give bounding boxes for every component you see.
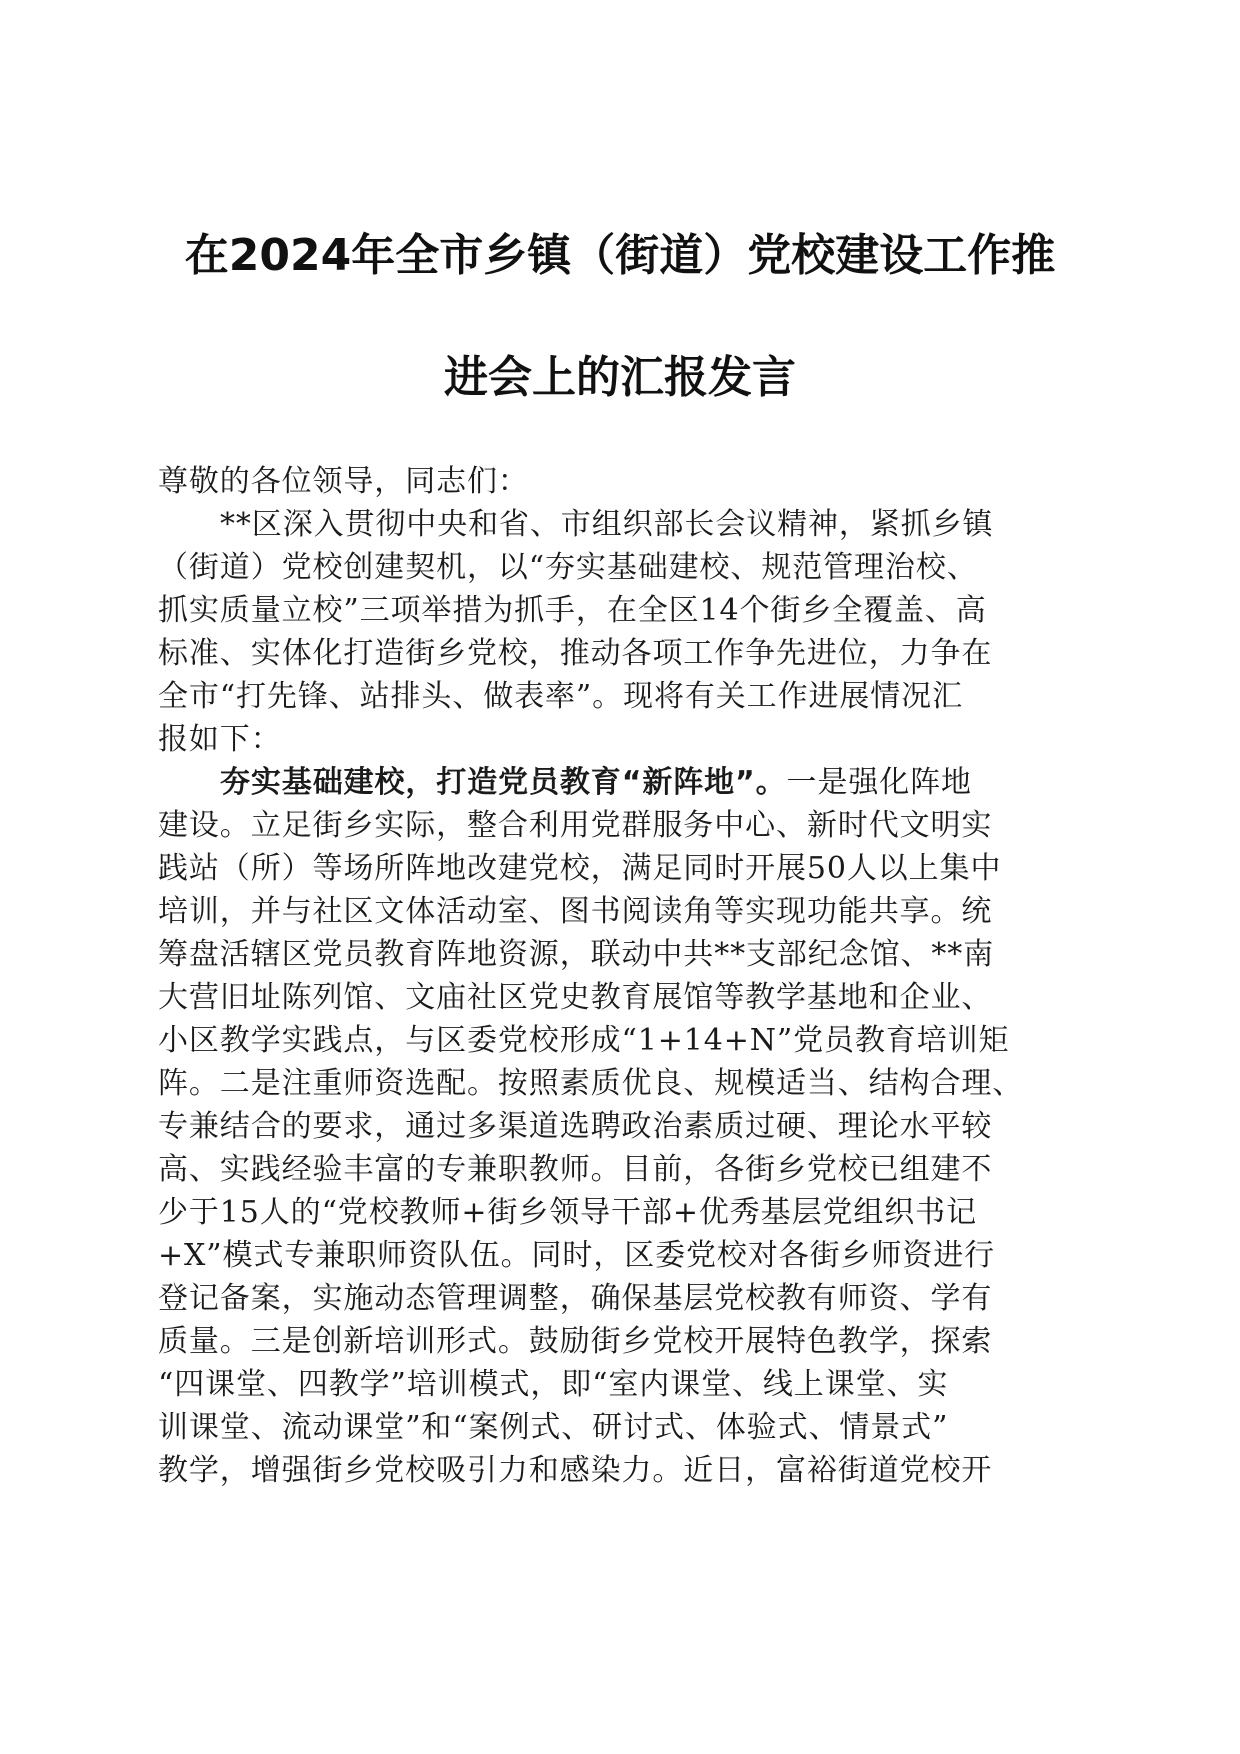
section-text: 一是强化阵地 [786,765,972,800]
paragraph-line [158,761,1082,804]
paragraph-line: 践站（所）等场所阵地改建党校，满足同时开展50人以上集中 [158,851,1002,886]
paragraph-line: 登记备案，实施动态管理调整，确保基层党校教有师资、学有 [158,1281,993,1316]
paragraph-line: 培训，并与社区文体活动室、图书阅读角等实现功能共享。统 [158,894,993,929]
paragraph-line: 少于15人的“党校教师+街乡领导干部+优秀基层党组织书记 [158,1195,977,1230]
paragraph-line: 专兼结合的要求，通过多渠道选聘政治素质过硬、理论水平较 [158,1109,993,1144]
paragraph-line: “四课堂、四教学”培训模式，即“室内课堂、线上课堂、实 [158,1367,949,1402]
paragraph-line: 小区教学实践点，与区委党校形成“1+14+N”党员教育培训矩 [158,1023,1010,1058]
paragraph-line: 阵。二是注重师资选配。按照素质优良、规模适当、结构合理、 [158,1066,1024,1101]
paragraph-line: 训课堂、流动课堂”和“案例式、研讨式、体验式、情景式” [158,1410,949,1445]
document-title-line-1: 在2024年全市乡镇（街道）党校建设工作推 [184,230,1056,281]
section-heading: 夯实基础建校，打造党员教育“新阵地”。 [220,765,787,800]
paragraph-line: 报如下： [158,722,282,757]
document-body [158,460,1082,1492]
paragraph-line: 全市“打先锋、站排头、做表率”。现将有关工作进展情况汇 [158,679,963,714]
paragraph-line: 抓实质量立校”三项举措为抓手，在全区14个街乡全覆盖、高 [158,593,987,628]
paragraph-line: （街道）党校创建契机，以“夯实基础建校、规范管理治校、 [158,550,978,585]
paragraph-line: 标准、实体化打造街乡党校，推动各项工作争先进位，力争在 [158,636,993,671]
document-title-line-2: 进会上的汇报发言 [444,352,796,403]
paragraph-intro [158,503,1082,761]
paragraph-line: **区深入贯彻中央和省、市组织部长会议精神，紧抓乡镇 [220,507,994,542]
salutation: 尊敬的各位领导，同志们： [158,464,529,499]
paragraph-section-1 [158,761,1082,1492]
paragraph-line: 大营旧址陈列馆、文庙社区党史教育展馆等教学基地和企业、 [158,980,993,1015]
paragraph-line: 筹盘活辖区党员教育阵地资源，联动中共**支部纪念馆、**南 [158,937,995,972]
paragraph-line: 质量。三是创新培训形式。鼓励街乡党校开展特色教学，探索 [158,1324,993,1359]
paragraph-line: +X”模式专兼职师资队伍。同时，区委党校对各街乡师资进行 [158,1238,996,1273]
paragraph-line: 教学，增强街乡党校吸引力和感染力。近日，富裕街道党校开 [158,1453,993,1488]
paragraph-line: 高、实践经验丰富的专兼职教师。目前，各街乡党校已组建不 [158,1152,993,1187]
paragraph-line: 建设。立足街乡实际，整合利用党群服务中心、新时代文明实 [158,808,993,843]
